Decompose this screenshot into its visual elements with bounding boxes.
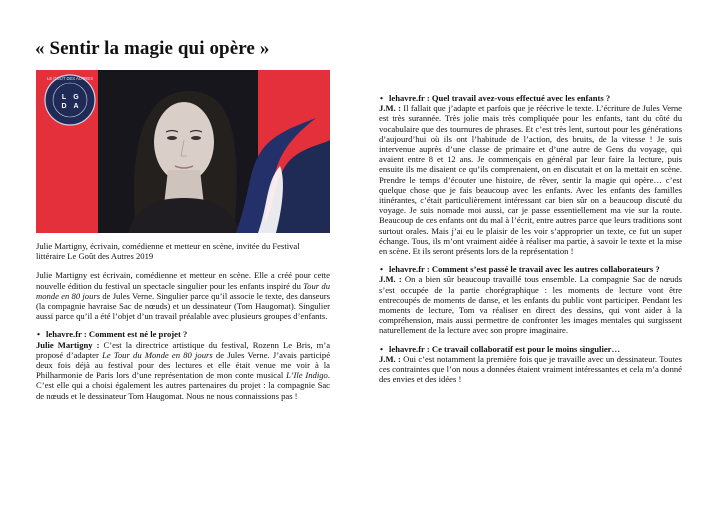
intro-paragraph: Julie Martigny est écrivain, comédienne et metteur en scène. Elle a créé pour cette nouvelle édition du festival un spectacle singulier pour les enfants inspiré du Tour du monde en 80 jours de Jules Verne. Singulier parce qu’il associe le texte, des danseurs (la compagnie havraise Sac de nœuds) et un dessinateur (Tom Haugomat). Singulier aussi parce qu’il a été l’objet d’un travail préalable avec plusieurs groupes d’enfants. bbox=[36, 270, 331, 322]
logo-letter: D bbox=[61, 103, 67, 110]
book-title: Le Tour du Monde en 80 jours bbox=[102, 349, 213, 360]
answer-text: Oui c’est notamment la première fois que je travaille avec un dessinateur. Toutes ces contraintes que l’on nous a données étaient vraiment intéressantes et cela m’a donné des envies et des idées ! bbox=[379, 353, 682, 385]
question-heading bbox=[379, 93, 682, 103]
logo-letter: L bbox=[61, 94, 67, 101]
logo-letter: G bbox=[73, 94, 79, 101]
question-text: lehavre.fr : Ce travail collaboratif est pour le moins singulier… bbox=[389, 343, 621, 354]
festival-logo bbox=[45, 75, 95, 125]
show-title: L’Ile Indigo bbox=[286, 370, 328, 381]
question-text: lehavre.fr : Quel travail avez-vous effectué avec les enfants ? bbox=[389, 93, 611, 103]
answer-paragraph bbox=[379, 103, 682, 256]
book-title: Tour du monde en 80 jours bbox=[36, 280, 330, 301]
right-column bbox=[379, 93, 682, 392]
speaker-label: Julie Martigny : bbox=[36, 339, 100, 350]
logo-letter: A bbox=[73, 103, 79, 110]
speaker-label: J.M. : bbox=[379, 274, 402, 285]
speaker-label: J.M. : bbox=[379, 353, 401, 364]
bullet-icon: • bbox=[380, 264, 384, 275]
bullet-icon: • bbox=[380, 93, 384, 103]
portrait-photo bbox=[36, 70, 330, 233]
photo-caption: Julie Martigny, écrivain, comédienne et metteur en scène, invitée du Festival littéraire Le Goût des Autres 2019 bbox=[36, 241, 300, 262]
speaker-label: J.M. : bbox=[379, 103, 401, 114]
bullet-icon: • bbox=[37, 329, 41, 340]
answer-text: Il fallait que j’adapte et parfois que je réécrive le texte. L’écriture de Jules Verne est très surannée. Très jolie mais très compliquée pour les enfants, tant du côté du vocabulaire que des tournures de phrases. Et c’est très lent, surtout pour les générations d’aujourd’hui où ils ont l’habitude de l’action, des bruits, de la vitesse ! Je suis intervenue auprès d’une classe de primaire et d’une autre de Gens du voyage, qui avaient entre 8 et 12 ans. Je commençais en général par leur faire la lecture, puis ensuite ils me disaient ce qu’ils comprenaient, on en discutait et on la mettait en scène. Prendre le temps d’écouter une histoire, de rêver, sentir la magie qui opère… c’est quelque chose que je fais beaucoup avec les enfants. Avec les enfants des familles itinérantes, c’était particulièrement intéressant car bien sûr on a beaucoup discuté du voyage. Je suis nomade moi aussi, car je passe essentiellement ma vie sur la route. Beaucoup de ces enfants ont du mal à l’écrit, entre autres parce que leurs traditions sont surtout orales. Mais j’ai eu le plaisir de les voir s’approprier un texte, ce fut un super échange. Tous, ils m’ont vraiment aidée à réaliser ma partie, à savoir le texte et la mise en scène. Et ils seront présents lors de la représentation ! bbox=[379, 103, 682, 257]
answer-text: On a bien sûr beaucoup travaillé tous ensemble. La compagnie Sac de nœuds s’est occupée de la partie chorégraphique : les moments de lecture vont être entrecoupés de moments de danse, et les enfants du public vont participer. Pendant les moments de lecture, Tom va réaliser en direct des dessins, qui vont aider à la compréhension, mais aussi permettre de confronter les images mentales qui surgissent naturellement de la lecture avec son propre imaginaire. bbox=[379, 274, 682, 336]
answer-text: de Jules Verne. J’avais participé deux fois déjà au festival pour des lectures et elle était venue me voir à la Philharmonie de Paris lors d’une représentation de mon conte musical bbox=[36, 349, 331, 381]
answer-paragraph bbox=[379, 274, 682, 335]
answer-text: C’est la directrice artistique du festival, Rozenn Le Bris, m’a proposé d’adapter bbox=[36, 339, 331, 360]
portrait-illustration bbox=[36, 70, 330, 233]
answer-paragraph bbox=[36, 340, 330, 401]
answer-paragraph bbox=[379, 354, 682, 385]
bullet-icon: • bbox=[380, 343, 384, 354]
question-heading bbox=[379, 264, 682, 274]
article-title: « Sentir la magie qui opère » bbox=[35, 38, 270, 59]
left-column bbox=[36, 241, 330, 409]
logo-ring-text: LE GOÛT DES AUTRES bbox=[47, 76, 93, 81]
question-heading bbox=[379, 344, 682, 354]
question-heading bbox=[36, 329, 330, 339]
answer-text: . C’est elle qui a choisi également les autres partenaires du projet : la compagnie Sac de nœuds et le dessinateur Tom Haugomat. Nous ne nous connaissions pas ! bbox=[36, 370, 330, 401]
question-text: lehavre.fr : Comment est né le projet ? bbox=[46, 329, 188, 340]
question-text: lehavre.fr : Comment s’est passé le travail avec les autres collaborateurs ? bbox=[389, 264, 660, 275]
